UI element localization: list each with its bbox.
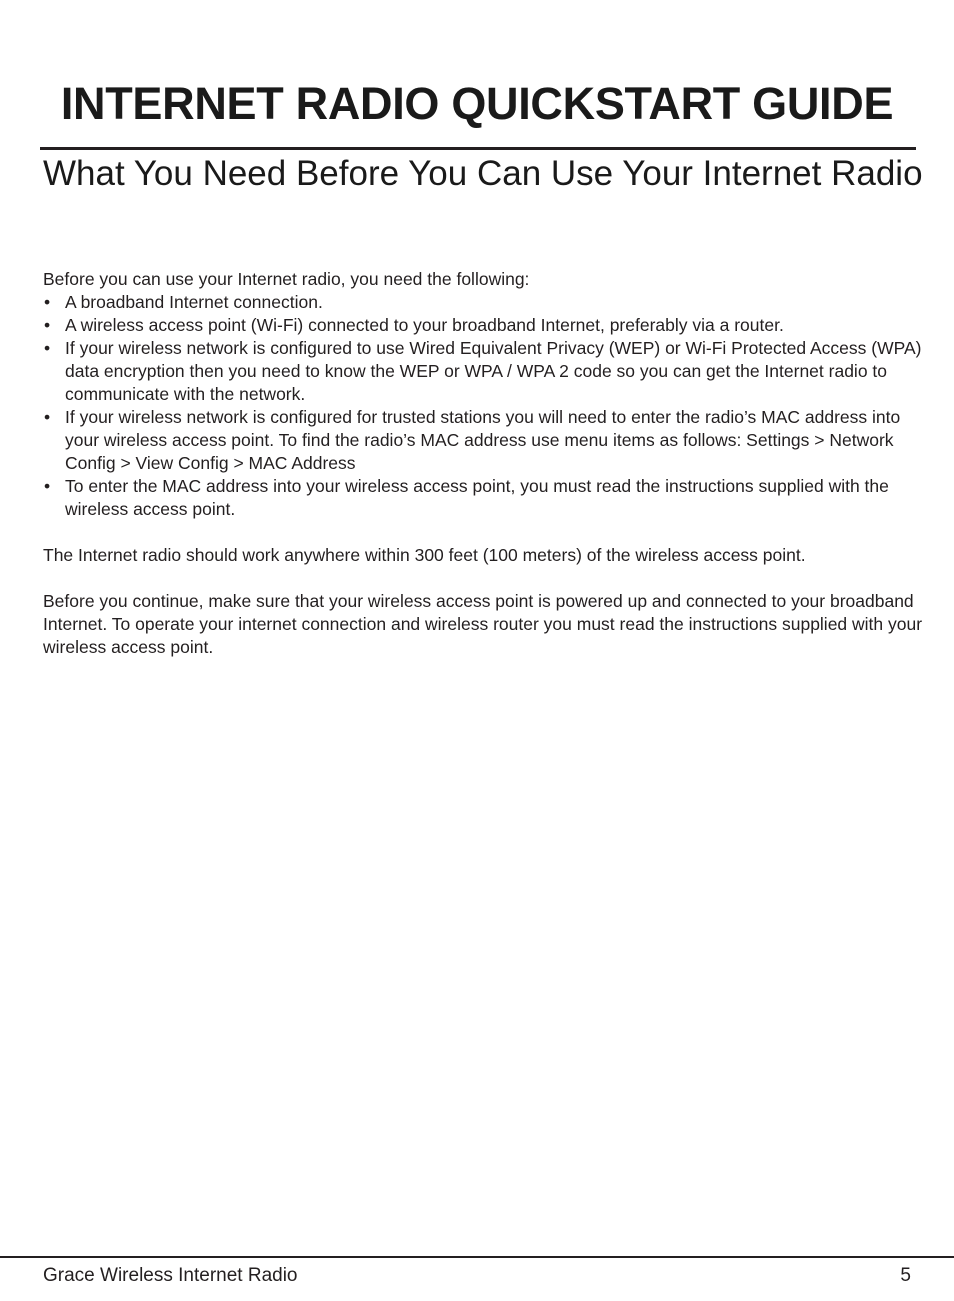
list-item-text: To enter the MAC address into your wireless access point, you must read the instructions supplied with the wireless access point. [65,476,889,519]
list-item-text: If your wireless network is configured for trusted stations you will need to enter the radio’s MAC address into your wireless access point. To find the radio’s MAC address use menu items as follows: Settings > Network Config > View Config > MAC Address [65,407,901,473]
list-item-text: If your wireless network is configured to use Wired Equivalent Privacy (WEP) or Wi-Fi Protected Access (WPA) data encryption then you need to know the WEP or WPA / WPA 2 code so you can get the Internet radio to communicate with the network. [65,338,922,404]
bullet-icon: • [44,292,51,312]
list-item [43,337,923,406]
list-item [43,291,923,314]
intro-paragraph: Before you can use your Internet radio, you need the following: [43,269,530,289]
bullet-icon: • [44,315,51,335]
list-item [43,406,923,475]
body-content [43,268,923,659]
bullet-icon: • [44,476,51,496]
list-item [43,314,923,337]
section-heading: What You Need Before You Can Use Your Internet Radio [43,154,923,193]
title-divider [40,147,916,150]
range-paragraph: The Internet radio should work anywhere within 300 feet (100 meters) of the wireless access point. [43,545,806,565]
page-title: INTERNET RADIO QUICKSTART GUIDE [60,78,894,129]
page-number: 5 [900,1265,911,1286]
bullet-icon: • [44,407,51,427]
requirements-list [43,291,923,521]
list-item-text: A wireless access point (Wi-Fi) connected to your broadband Internet, preferably via a router. [65,315,784,335]
footer-title: Grace Wireless Internet Radio [43,1265,298,1286]
bullet-icon: • [44,338,51,358]
list-item [43,475,923,521]
footer-divider [0,1256,954,1258]
list-item-text: A broadband Internet connection. [65,292,323,312]
continue-paragraph: Before you continue, make sure that your wireless access point is powered up and connected to your broadband Internet. To operate your internet connection and wireless router you must read the instructions supplied with your wireless access point. [43,591,923,657]
